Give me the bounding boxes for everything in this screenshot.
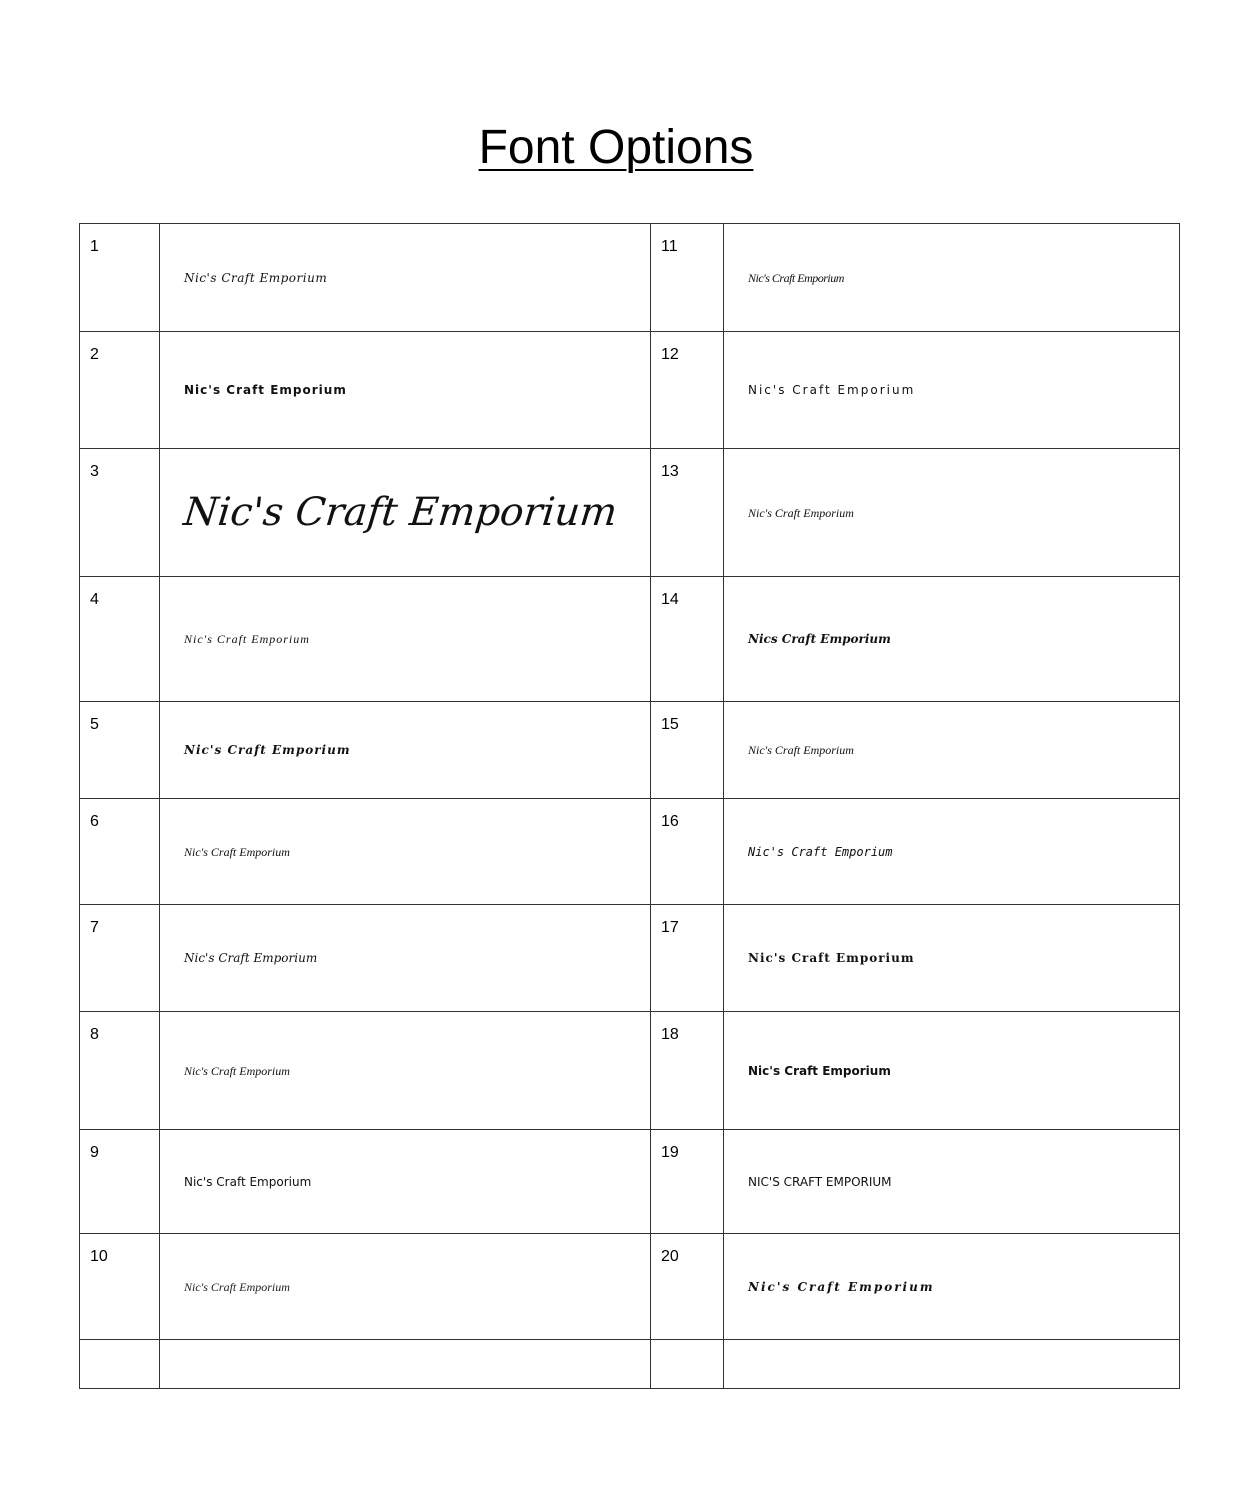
table-row (80, 1130, 1180, 1234)
font-sample-cell (160, 332, 651, 449)
font-sample-cell (724, 224, 1180, 332)
font-sample-cell (160, 1130, 651, 1234)
font-number: 19 (651, 1130, 724, 1234)
font-number: 9 (80, 1130, 160, 1234)
font-number: 2 (80, 332, 160, 449)
font-number: 4 (80, 577, 160, 702)
font-sample-14: Nics Craft Emporium (748, 632, 891, 646)
font-sample-9: Nic's Craft Emporium (184, 1174, 312, 1189)
font-sample-cell (724, 702, 1180, 799)
font-sample-cell (160, 224, 651, 332)
font-sample-cell (160, 702, 651, 799)
font-sample-1: Nic's Craft Emporium (184, 270, 328, 285)
font-sample-cell (724, 332, 1180, 449)
font-sample-2: Nic's Craft Emporium (184, 383, 347, 397)
font-number: 3 (80, 449, 160, 577)
font-sample-8: Nic's Craft Emporium (184, 1063, 290, 1078)
font-number: 17 (651, 905, 724, 1012)
font-sample-7: Nic's Craft Emporium (184, 951, 318, 965)
table-row (80, 702, 1180, 799)
font-number: 10 (80, 1234, 160, 1340)
empty-cell (651, 1340, 724, 1389)
font-number: 7 (80, 905, 160, 1012)
font-number: 16 (651, 799, 724, 905)
font-sample-6: Nic's Craft Emporium (184, 844, 290, 859)
font-sample-cell (724, 1130, 1180, 1234)
table-row (80, 332, 1180, 449)
page-title: Font Options (478, 121, 754, 174)
font-sample-cell (724, 799, 1180, 905)
font-sample-cell (160, 799, 651, 905)
font-number: 18 (651, 1012, 724, 1130)
font-number: 11 (651, 224, 724, 332)
font-number: 12 (651, 332, 724, 449)
font-sample-cell (160, 1012, 651, 1130)
font-sample-4: Nic's Craft Emporium (184, 632, 310, 646)
font-sample-cell (724, 449, 1180, 577)
font-number: 8 (80, 1012, 160, 1130)
font-sample-15: Nic's Craft Emporium (748, 743, 854, 757)
font-sample-3: Nic's Craft Emporium (181, 490, 620, 535)
table-row (80, 1012, 1180, 1130)
font-sample-16: Nic's Craft Emporium (748, 844, 893, 859)
font-sample-11: Nic's Craft Emporium (748, 270, 844, 285)
font-options-table (79, 223, 1180, 1389)
table-row (80, 1234, 1180, 1340)
font-sample-cell (724, 1234, 1180, 1340)
font-number: 1 (80, 224, 160, 332)
font-sample-18: Nic's Craft Emporium (748, 1063, 891, 1078)
font-sample-17: Nic's Craft Emporium (748, 951, 915, 965)
font-sample-cell (724, 577, 1180, 702)
font-sample-cell (724, 1012, 1180, 1130)
font-number: 15 (651, 702, 724, 799)
table-row (80, 577, 1180, 702)
table-row-empty (80, 1340, 1180, 1389)
font-sample-12: Nic's Craft Emporium (748, 383, 916, 397)
font-sample-5: Nic's Craft Emporium (184, 743, 351, 757)
font-number: 5 (80, 702, 160, 799)
font-sample-cell (724, 905, 1180, 1012)
font-sample-13: Nic's Craft Emporium (748, 505, 854, 520)
table-row (80, 905, 1180, 1012)
font-number: 6 (80, 799, 160, 905)
font-sample-cell (160, 1234, 651, 1340)
table-row (80, 224, 1180, 332)
font-sample-cell (160, 577, 651, 702)
empty-cell (724, 1340, 1180, 1389)
table-row (80, 799, 1180, 905)
font-number: 14 (651, 577, 724, 702)
font-sample-20: Nic's Craft Emporium (748, 1279, 935, 1294)
table-row (80, 449, 1180, 577)
empty-cell (160, 1340, 651, 1389)
font-sample-cell (160, 905, 651, 1012)
font-sample-cell (160, 449, 651, 577)
font-number: 13 (651, 449, 724, 577)
font-sample-19: NIC'S CRAFT EMPORIUM (748, 1174, 892, 1189)
font-sample-10: Nic's Craft Emporium (184, 1279, 290, 1294)
empty-cell (80, 1340, 160, 1389)
font-number: 20 (651, 1234, 724, 1340)
